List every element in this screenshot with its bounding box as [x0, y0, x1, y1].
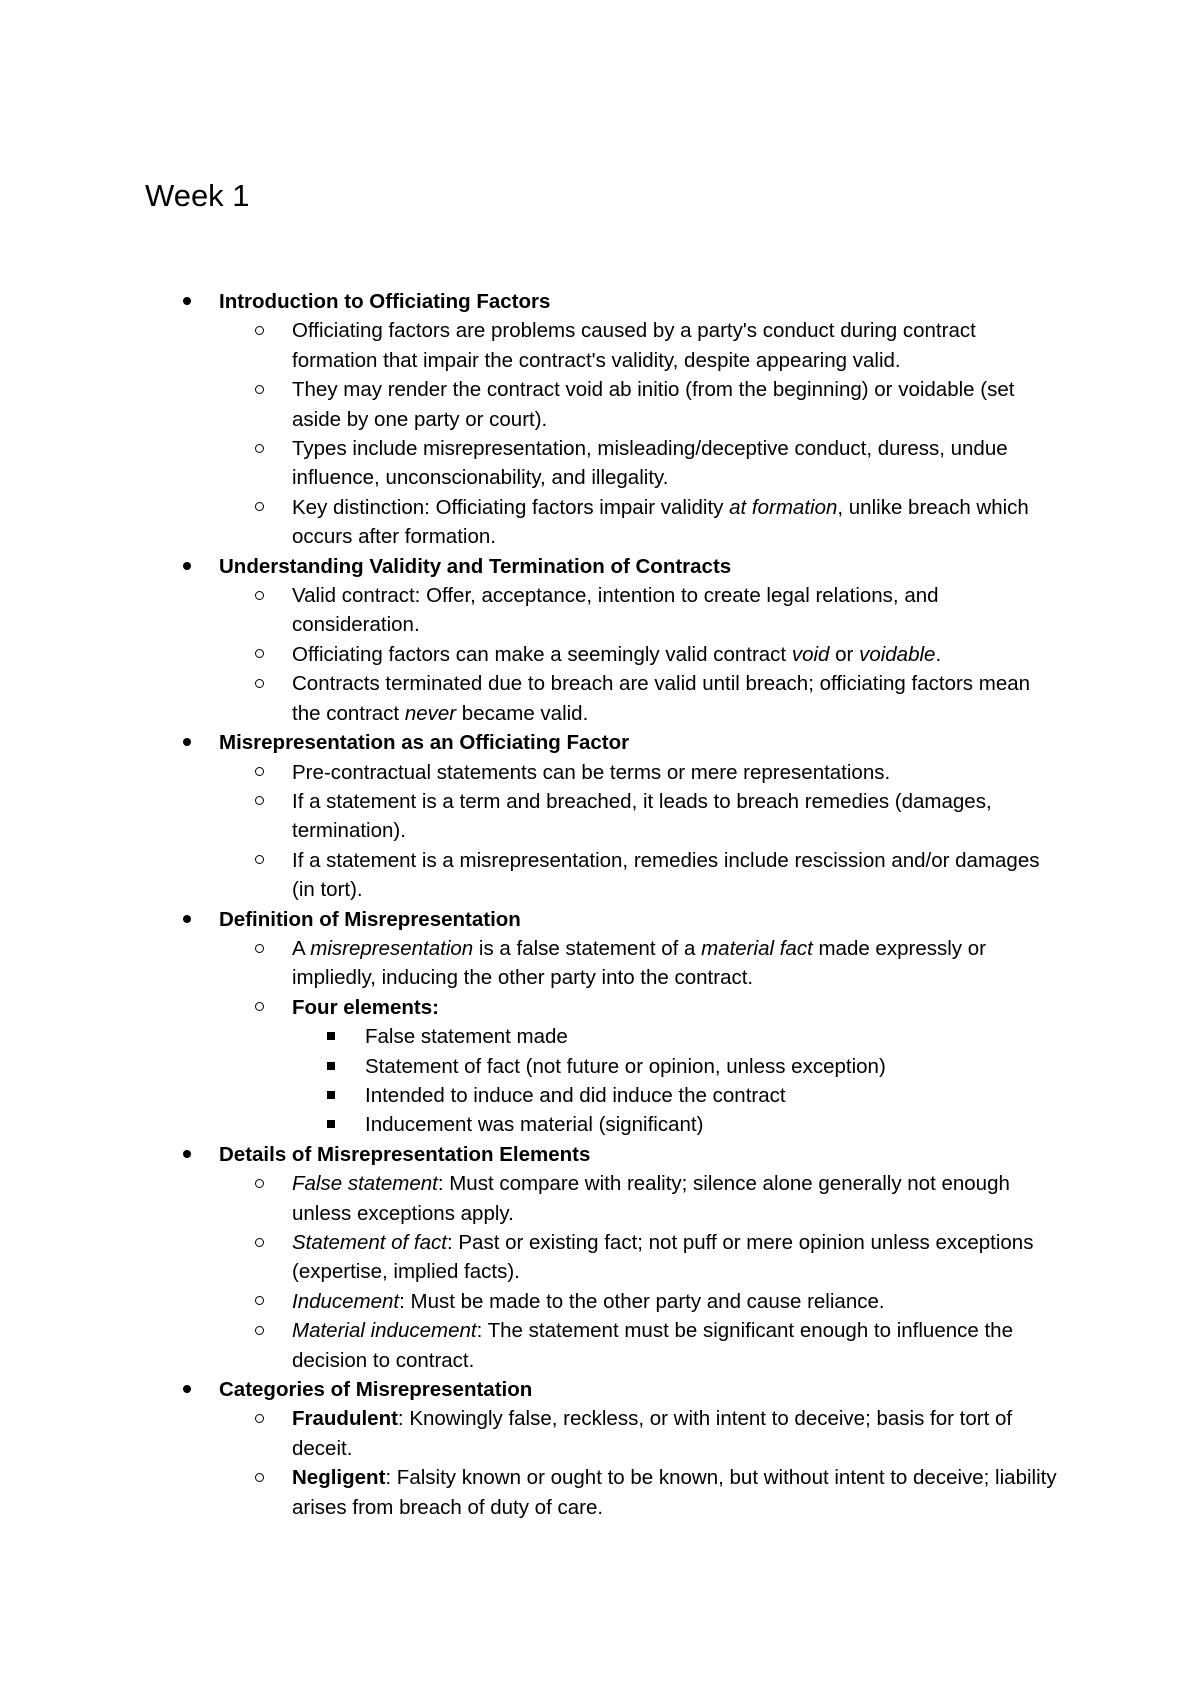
list-item: [0, 1287, 1062, 1316]
section-heading: [0, 287, 1049, 316]
item-text: Types include misrepresentation, misleading/deceptive conduct, duress, undue influence, unconscionability, and illegality.: [292, 437, 1008, 490]
filled-dot-bullet-icon: [183, 905, 191, 934]
list-item: [0, 669, 1062, 728]
list-item: [0, 1316, 1062, 1375]
section-heading: [0, 728, 1049, 757]
item-text: : The statement must be significant enough to influence the decision to contract.: [292, 1319, 1013, 1372]
hollow-circle-bullet-icon: [255, 581, 264, 610]
item-text: Inducement was material (significant): [365, 1113, 704, 1137]
filled-dot-bullet-icon: [183, 728, 191, 757]
list-item: [0, 581, 1062, 640]
list-item: [0, 1169, 1062, 1228]
section-heading: [0, 552, 1049, 581]
item-text: Pre-contractual statements can be terms or mere representations.: [292, 760, 891, 784]
sub-list-item: [0, 1081, 1065, 1110]
italic-term: False statement: [292, 1172, 438, 1196]
hollow-circle-bullet-icon: [255, 1463, 264, 1492]
item-text: Key distinction: Officiating factors impair validity: [292, 495, 730, 519]
filled-dot-bullet-icon: [183, 287, 191, 316]
section-heading-text: Introduction to Officiating Factors: [219, 290, 551, 313]
italic-term: void: [791, 642, 830, 666]
list-item: [0, 934, 1062, 993]
square-bullet-icon: [327, 1052, 335, 1081]
filled-dot-bullet-icon: [183, 1140, 191, 1169]
italic-term: material fact: [701, 936, 813, 960]
square-bullet-icon: [327, 1110, 335, 1139]
section-heading-text: Categories of Misrepresentation: [219, 1378, 533, 1402]
list-item: [0, 1228, 1062, 1287]
hollow-circle-bullet-icon: [255, 434, 264, 463]
list-item: [0, 493, 1062, 552]
italic-term: Inducement: [292, 1289, 400, 1313]
list-item: [0, 846, 1062, 905]
item-text: If a statement is a term and breached, it leads to breach remedies (damages, termination).: [292, 789, 992, 843]
hollow-circle-bullet-icon: [255, 993, 264, 1022]
bold-term: Fraudulent: [292, 1407, 398, 1431]
page-title: Week 1: [145, 178, 250, 213]
section-heading: [0, 1375, 1049, 1404]
section-heading-text: Details of Misrepresentation Elements: [219, 1142, 591, 1166]
hollow-circle-bullet-icon: [255, 640, 264, 669]
item-text: or: [829, 642, 860, 666]
item-text: Statement of fact (not future or opinion, unless exception): [365, 1054, 886, 1078]
section-heading-text: Misrepresentation as an Officiating Factor: [219, 731, 630, 755]
item-text: , unlike breach which occurs after formation.: [292, 495, 1029, 549]
item-text: Intended to induce and did induce the contract: [365, 1083, 786, 1107]
italic-term: Statement of fact: [292, 1231, 447, 1254]
list-item: [0, 993, 1062, 1022]
hollow-circle-bullet-icon: [255, 375, 264, 404]
hollow-circle-bullet-icon: [255, 1169, 264, 1198]
section-heading-text: Understanding Validity and Termination of Contracts: [219, 554, 732, 578]
item-text: Officiating factors are problems caused by a party's conduct during contract formation that impair the contract's validity, despite appearing valid.: [292, 319, 976, 372]
hollow-circle-bullet-icon: [255, 669, 264, 698]
hollow-circle-bullet-icon: [255, 493, 264, 522]
item-text: Contracts terminated due to breach are valid until breach; officiating factors mean the contract: [292, 672, 1031, 725]
hollow-circle-bullet-icon: [255, 1404, 264, 1433]
item-text: made expressly or impliedly, inducing the other party into the contract.: [292, 936, 986, 990]
sub-list-item: [0, 1052, 1065, 1081]
square-bullet-icon: [327, 1022, 335, 1051]
italic-term: never: [404, 701, 457, 725]
italic-term: Material inducement: [292, 1319, 477, 1343]
italic-term: misrepresentation: [310, 936, 474, 960]
hollow-circle-bullet-icon: [255, 1316, 264, 1345]
hollow-circle-bullet-icon: [255, 846, 264, 875]
item-text: : Must compare with reality; silence alone generally not enough unless exceptions apply.: [292, 1172, 1010, 1225]
hollow-circle-bullet-icon: [255, 1228, 264, 1257]
item-text: False statement made: [365, 1025, 568, 1049]
section-heading: [0, 1140, 1049, 1169]
hollow-circle-bullet-icon: [255, 758, 264, 787]
hollow-circle-bullet-icon: [255, 787, 264, 816]
bold-term: Four elements:: [292, 995, 439, 1019]
item-text: A: [292, 936, 311, 960]
item-text: : Knowingly false, reckless, or with intent to deceive; basis for tort of deceit.: [292, 1407, 1013, 1460]
list-item: [0, 375, 1062, 434]
item-text: Officiating factors can make a seemingly valid contract: [292, 642, 792, 666]
italic-term: voidable: [859, 642, 936, 666]
sub-list-item: [0, 1110, 1065, 1139]
list-item: [0, 640, 1062, 669]
square-bullet-icon: [327, 1081, 335, 1110]
section-heading: [0, 905, 1049, 934]
item-text: : Falsity known or ought to be known, but without intent to deceive; liability arises from breach of duty of care.: [292, 1466, 1057, 1519]
hollow-circle-bullet-icon: [255, 1287, 264, 1316]
bold-term: Negligent: [292, 1466, 386, 1490]
list-item: [0, 434, 1062, 493]
filled-dot-bullet-icon: [183, 1375, 191, 1404]
item-text: If a statement is a misrepresentation, remedies include rescission and/or damages (in tort).: [292, 848, 1040, 902]
item-text: is a false statement of a: [473, 936, 702, 960]
filled-dot-bullet-icon: [183, 552, 191, 581]
list-item: [0, 1463, 1062, 1522]
item-text: Valid contract: Offer, acceptance, intention to create legal relations, and consideration.: [292, 584, 939, 637]
notes-outline: [0, 287, 1200, 1522]
hollow-circle-bullet-icon: [255, 934, 264, 963]
item-text: became valid.: [456, 701, 589, 725]
list-item: [0, 787, 1062, 846]
section-heading-text: Definition of Misrepresentation: [219, 907, 521, 931]
sub-list-item: [0, 1022, 1065, 1051]
list-item: [0, 316, 1062, 375]
list-item: [0, 758, 1062, 787]
list-item: [0, 1404, 1062, 1463]
item-text: : Must be made to the other party and cause reliance.: [399, 1289, 885, 1313]
hollow-circle-bullet-icon: [255, 316, 264, 345]
item-text: .: [935, 642, 942, 666]
item-text: They may render the contract void ab initio (from the beginning) or voidable (set aside by one party or court).: [292, 378, 1015, 431]
italic-term: at formation: [729, 495, 838, 519]
item-text: : Past or existing fact; not puff or mere opinion unless exceptions (expertise, implied facts).: [292, 1231, 1034, 1284]
